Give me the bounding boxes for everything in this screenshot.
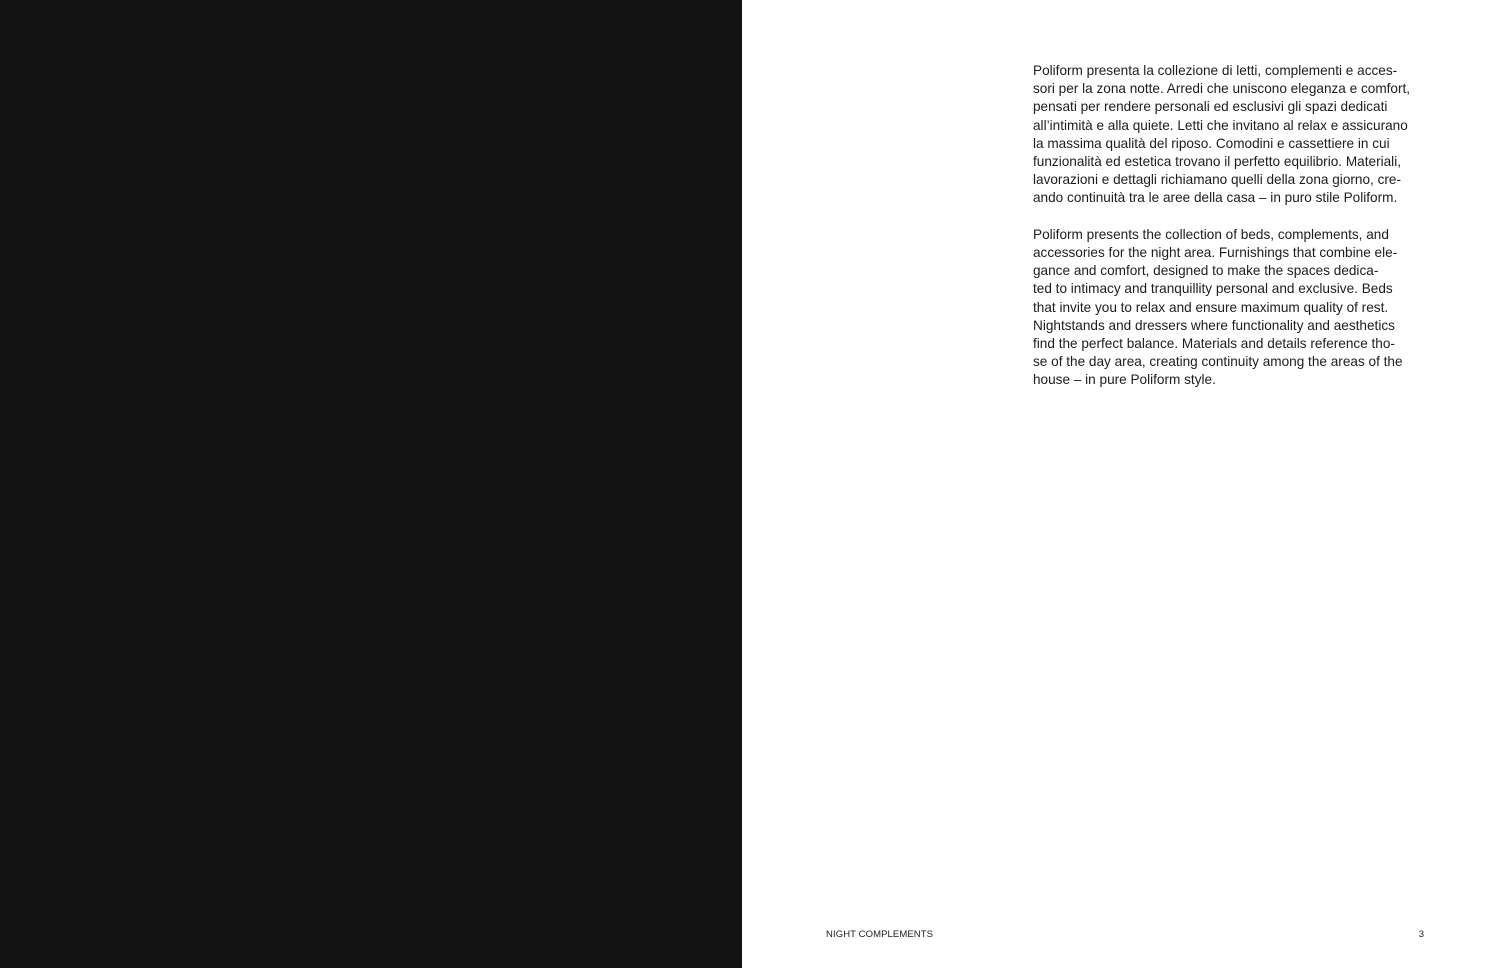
- text-line: house – in pure Poliform style.: [1033, 372, 1216, 388]
- footer-section-label: NIGHT COMPLEMENTS: [826, 929, 934, 940]
- text-line: se of the day area, creating continuity among the areas of the: [1033, 354, 1403, 370]
- text-line: ando continuità tra le aree della casa – in puro stile Poliform.: [1033, 190, 1398, 206]
- text-line: find the perfect balance. Materials and details reference tho-: [1033, 336, 1395, 352]
- intro-text-block: [1033, 62, 1425, 408]
- text-line: pensati per rendere personali ed esclusivi gli spazi dedicati: [1033, 99, 1388, 115]
- text-line: Nightstands and dressers where functionality and aesthetics: [1033, 317, 1395, 333]
- text-line: accessories for the night area. Furnishings that combine ele-: [1033, 245, 1398, 261]
- right-page: [742, 0, 1485, 968]
- text-line: ted to intimacy and tranquillity personal and exclusive. Beds: [1033, 281, 1393, 297]
- text-line: all’intimità e alla quiete. Letti che invitano al relax e assicurano: [1033, 117, 1408, 133]
- text-line: funzionalità ed estetica trovano il perfetto equilibrio. Materiali,: [1033, 154, 1401, 170]
- text-line: la massima qualità del riposo. Comodini e cassettiere in cui: [1033, 135, 1390, 151]
- text-line: that invite you to relax and ensure maximum quality of rest.: [1033, 299, 1389, 315]
- left-page-dark-panel: [0, 0, 742, 968]
- text-line: sori per la zona notte. Arredi che uniscono eleganza e comfort,: [1033, 81, 1411, 97]
- paragraph-english: [1033, 226, 1425, 390]
- text-line: Poliform presents the collection of beds, complements, and: [1033, 226, 1389, 242]
- text-line: lavorazioni e dettagli richiamano quelli della zona giorno, cre-: [1033, 172, 1401, 188]
- paragraph-italian: [1033, 62, 1425, 208]
- page-number: 3: [1418, 929, 1424, 940]
- text-line: Poliform presenta la collezione di letti, complementi e acces-: [1033, 63, 1398, 78]
- text-line: gance and comfort, designed to make the spaces dedica-: [1033, 263, 1379, 279]
